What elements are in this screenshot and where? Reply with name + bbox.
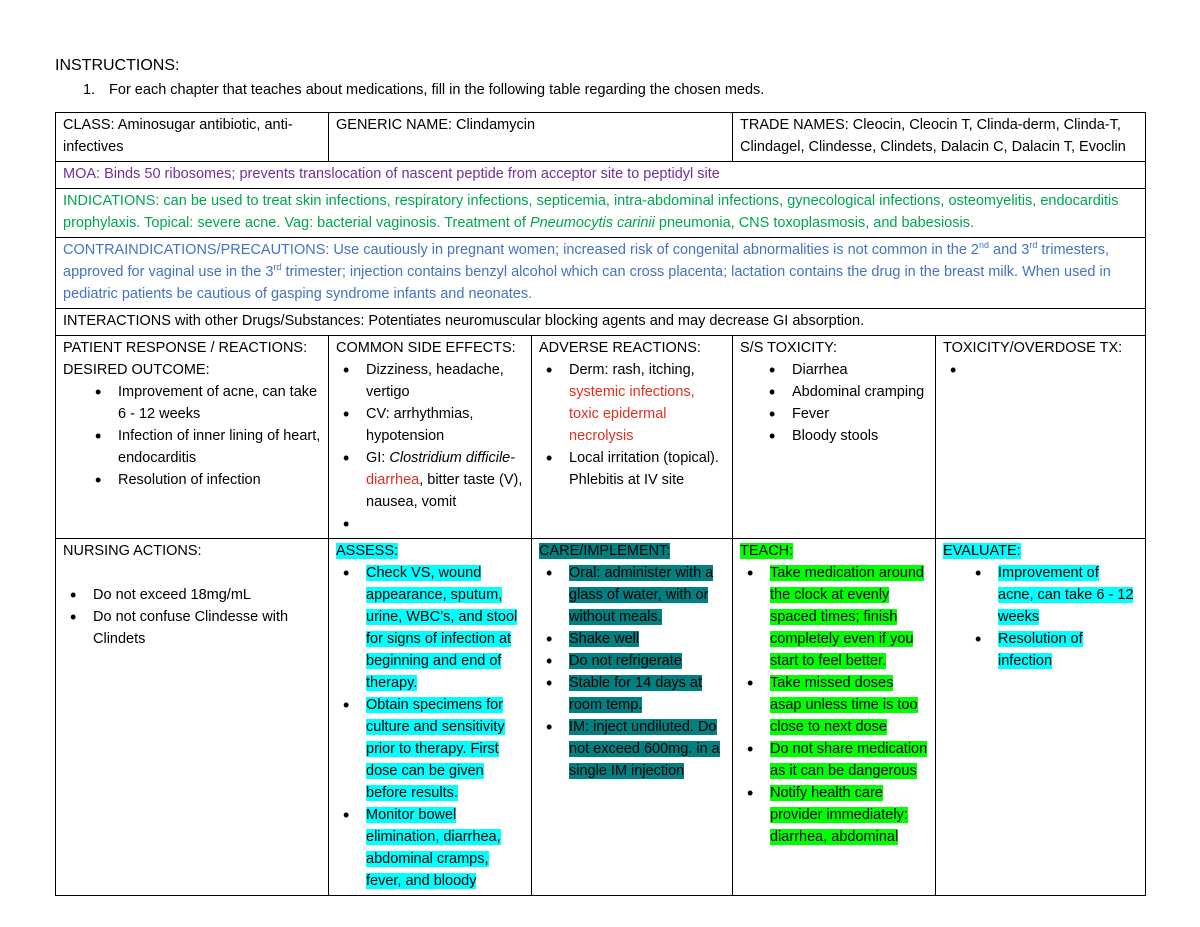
empty-list-item [366,513,524,535]
list-item: • Dizziness, headache, vertigo [366,359,524,403]
list-item [569,359,725,447]
row-responses [56,336,1146,539]
generic-name-cell: GENERIC NAME: Clindamycin [329,113,733,162]
teach-list [740,562,928,848]
trade-names-cell: TRADE NAMES: Cleocin, Cleocin T, Clinda-derm, Clinda-T, Clindagel, Clindesse, Clindets, Dalacin C, Dalacin T, Evoclin [733,113,1146,162]
desired-outcome-list [63,381,321,491]
row-nursing [56,539,1146,896]
list-item [366,562,524,694]
adverse-reactions-cell [532,336,733,539]
gi-rest: , bitter taste (V), nausea, vomit [366,472,523,510]
row-class-names [56,113,1146,162]
care-implement-cell [532,539,733,896]
list-item: • Resolution of infection [118,469,321,491]
care-item-text: Oral: administer with a glass of water, with or without meals. [569,565,714,625]
list-item: • Do not exceed 18mg/mL [93,584,321,606]
document-page [55,56,1145,896]
list-item [569,650,725,672]
list-item: • Fever [792,403,928,425]
overdose-list [943,359,1138,381]
row-interactions [56,309,1146,336]
instruction-line [83,80,1145,100]
side-effects-heading: COMMON SIDE EFFECTS: [336,340,516,356]
assess-item-text: Obtain specimens for culture and sensitivity prior to therapy. First dose can be given before results. [366,697,505,801]
assess-item-text: Monitor bowel elimination, diarrhea, abdominal cramps, fever, and bloody [366,807,501,889]
list-item [366,804,524,892]
teach-item-text: Take missed doses asap unless time is too close to next dose [770,675,918,735]
desired-outcome-heading: DESIRED OUTCOME: [63,362,210,378]
contraindications-cell [56,238,1146,309]
teach-item-text: Take medication around the clock at evenly spaced times; finish completely even if you start to feel better. [770,565,924,669]
care-item-text: Do not refrigerate [569,653,682,669]
side-effects-list [336,359,524,535]
evaluate-cell [936,539,1146,896]
toxicity-heading: S/S TOXICITY: [740,340,837,356]
side-effects-cell [329,336,532,539]
list-item [569,628,725,650]
list-item: • Diarrhea [792,359,928,381]
instruction-text: For each chapter that teaches about medications, fill in the following table regarding the chosen meds. [109,82,765,98]
toxicity-cell [733,336,936,539]
list-item: • Abdominal cramping [792,381,928,403]
list-item [998,628,1138,672]
adverse-list [539,359,725,491]
evaluate-item-text: Improvement of acne, can take 6 - 12 weeks [998,565,1134,625]
contra-sup-1: nd [979,240,990,251]
contra-sup-2: rd [1029,240,1038,251]
derm-severe-text: systemic infections, toxic epidermal necrolysis [569,384,695,444]
interactions-cell: INTERACTIONS with other Drugs/Substances: Potentiates neuromuscular blocking agents and may decrease GI absorption. [56,309,1146,336]
list-item [770,738,928,782]
care-item-text: Stable for 14 days at room temp. [569,675,702,713]
nursing-heading: NURSING ACTIONS: [63,543,202,559]
instruction-number: 1. [83,82,96,98]
list-item [770,782,928,848]
assess-list [336,562,524,892]
care-item-text: Shake well [569,631,640,647]
list-item [770,562,928,672]
derm-text: Derm: rash, itching, [569,362,695,378]
moa-cell: MOA: Binds 50 ribosomes; prevents translocation of nascent peptide from acceptor site to peptidyl site [56,162,1146,189]
list-item: • Do not confuse Clindesse with Clindets [93,606,321,650]
teach-cell [733,539,936,896]
toxicity-list [740,359,928,447]
evaluate-item-text: Resolution of infection [998,631,1083,669]
assess-heading: ASSESS: [336,543,399,559]
indications-text: INDICATIONS: can be used to treat skin infections, respiratory infections, septicemia, intra-abdominal infections, gynecological infections, osteomyelitis, endocarditis prophylaxis. Topical: severe acne. Vag: bacterial vaginosis. Treatment of [63,193,1119,231]
care-list [539,562,725,782]
contra-text-2: and 3 [989,242,1030,258]
teach-item-text: Notify health care provider immediately: diarrhea, abdominal [770,785,908,845]
indications-text-end: pneumonia, CNS toxoplasmosis, and babesiosis. [654,215,975,231]
row-moa [56,162,1146,189]
instructions-title: INSTRUCTIONS: [55,57,180,74]
list-item: • Infection of inner lining of heart, endocarditis [118,425,321,469]
list-item [366,447,524,513]
list-item: • CV: arrhythmias, hypotension [366,403,524,447]
list-item: • Local irritation (topical). Phlebitis at IV site [569,447,725,491]
list-item: • Improvement of acne, can take 6 - 12 weeks [118,381,321,425]
contra-text-1: CONTRAINDICATIONS/PRECAUTIONS: Use cautiously in pregnant women; increased risk of congenital abnormalities is not common in the 2 [63,242,979,258]
class-cell: CLASS: Aminosugar antibiotic, anti-infectives [56,113,329,162]
gi-diarrhea: diarrhea [366,472,420,488]
list-item: • Bloody stools [792,425,928,447]
care-heading: CARE/IMPLEMENT: [539,543,671,559]
contra-sup-3: rd [273,262,282,273]
assess-item-text: Check VS, wound appearance, sputum, urine, WBC’s, and stool for signs of infection at beginning and end of therapy. [366,565,518,691]
evaluate-heading: EVALUATE: [943,543,1021,559]
empty-list-item [973,359,1138,381]
overdose-cell [936,336,1146,539]
row-contraindications [56,238,1146,309]
indications-cell [56,189,1146,238]
nursing-list [63,584,321,650]
list-item [569,672,725,716]
patient-response-cell [56,336,329,539]
list-item [998,562,1138,628]
medication-table [55,112,1146,896]
row-indications [56,189,1146,238]
contra-text-3: trimesters, approved for vaginal use in the 3 [63,242,1110,280]
patient-response-heading: PATIENT RESPONSE / REACTIONS: [63,340,308,356]
nursing-actions-cell [56,539,329,896]
assess-cell [329,539,532,896]
contra-text-4: trimester; injection contains benzyl alcohol which can cross placenta; lactation contains the drug in the breast milk. When used in pediatric patients be cautious of gasping syndrome infants and neonates. [63,264,1111,302]
adverse-heading: ADVERSE REACTIONS: [539,340,701,356]
care-item-text: IM: inject undiluted. Do not exceed 600mg. in a single IM injection [569,719,720,779]
list-item [569,716,725,782]
list-item [569,562,725,628]
evaluate-list [943,562,1138,672]
teach-heading: TEACH: [740,543,794,559]
gi-organism: Clostridium difficile- [389,450,516,466]
list-item [770,672,928,738]
overdose-heading: TOXICITY/OVERDOSE TX: [943,340,1123,356]
list-item [366,694,524,804]
teach-item-text: Do not share medication as it can be dangerous [770,741,928,779]
indications-organism: Pneumocytis carinii [529,215,655,231]
gi-label: GI: [366,450,390,466]
